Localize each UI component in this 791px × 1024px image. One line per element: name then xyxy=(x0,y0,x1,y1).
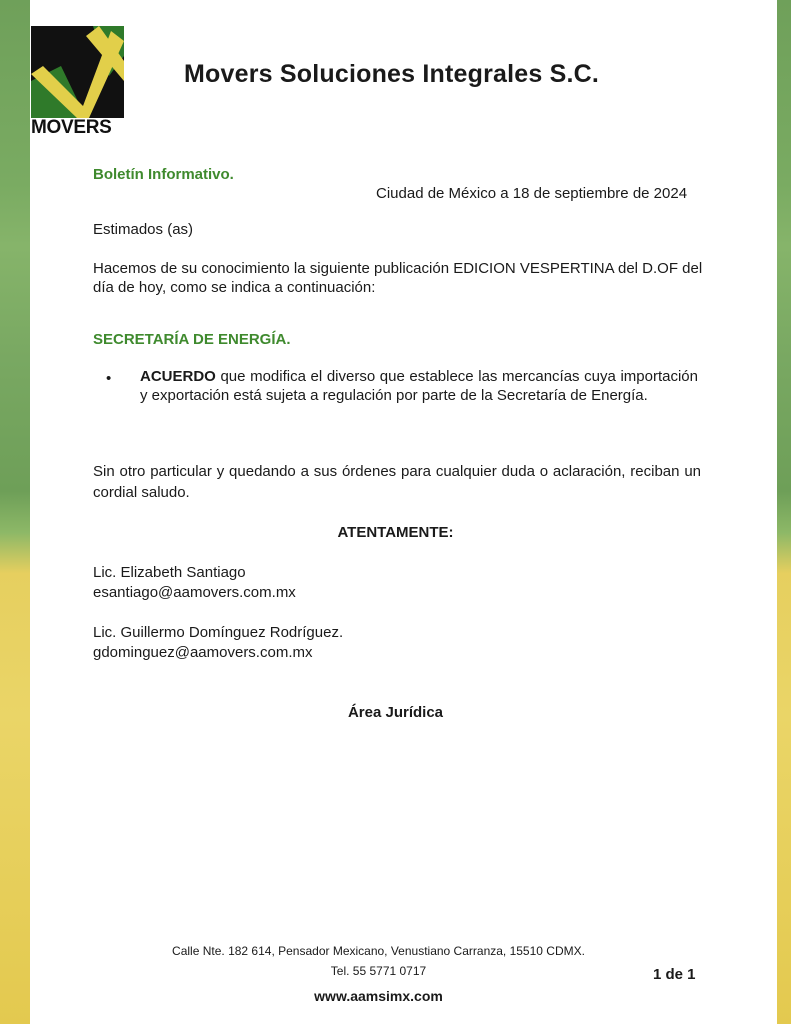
left-decorative-band xyxy=(0,0,30,1024)
footer-phone: Tel. 55 5771 0717 xyxy=(330,964,427,978)
signer-email-2[interactable]: gdominguez@aamovers.com.mx xyxy=(93,644,313,661)
page-indicator: 1 de 1 xyxy=(653,966,696,983)
closing-paragraph: Sin otro particular y quedando a sus órdenes para cualquier duda o aclaración, reciban un cordial saludo. xyxy=(93,463,701,501)
right-decorative-band xyxy=(777,0,791,1024)
bulletin-title: Boletín Informativo. xyxy=(93,166,234,183)
movers-logo xyxy=(31,26,124,136)
greeting: Estimados (as) xyxy=(93,221,194,238)
footer-website[interactable]: www.aamsimx.com xyxy=(314,988,443,1004)
signer-email-1[interactable]: esantiago@aamovers.com.mx xyxy=(93,584,296,601)
date-line: Ciudad de México a 18 de septiembre de 2024 xyxy=(376,185,688,202)
bullet-rest: que modifica el diverso que establece las mercancías cuya importación y exportación está sujeta a regulación por parte de la Secretaría de Energía. xyxy=(140,368,698,404)
company-name: Movers Soluciones Integrales S.C. xyxy=(184,60,600,88)
bullet-lead: ACUERDO xyxy=(140,368,216,385)
sign-off: ATENTAMENTE: xyxy=(337,524,454,541)
logo-text: MOVERS xyxy=(31,117,112,138)
bullet-marker: • xyxy=(106,370,112,387)
footer-address: Calle Nte. 182 614, Pensador Mexicano, Venustiano Carranza, 15510 CDMX. xyxy=(172,944,585,958)
section-title: SECRETARÍA DE ENERGÍA. xyxy=(93,331,291,348)
signer-name-2: Lic. Guillermo Domínguez Rodríguez. xyxy=(93,624,344,641)
department: Área Jurídica xyxy=(347,704,444,721)
signer-name-1: Lic. Elizabeth Santiago xyxy=(93,564,246,581)
intro-paragraph: Hacemos de su conocimiento la siguiente publicación EDICION VESPERTINA del D.OF del día de hoy, como se indica a continuación: xyxy=(93,260,703,296)
bullet-item xyxy=(140,367,698,405)
